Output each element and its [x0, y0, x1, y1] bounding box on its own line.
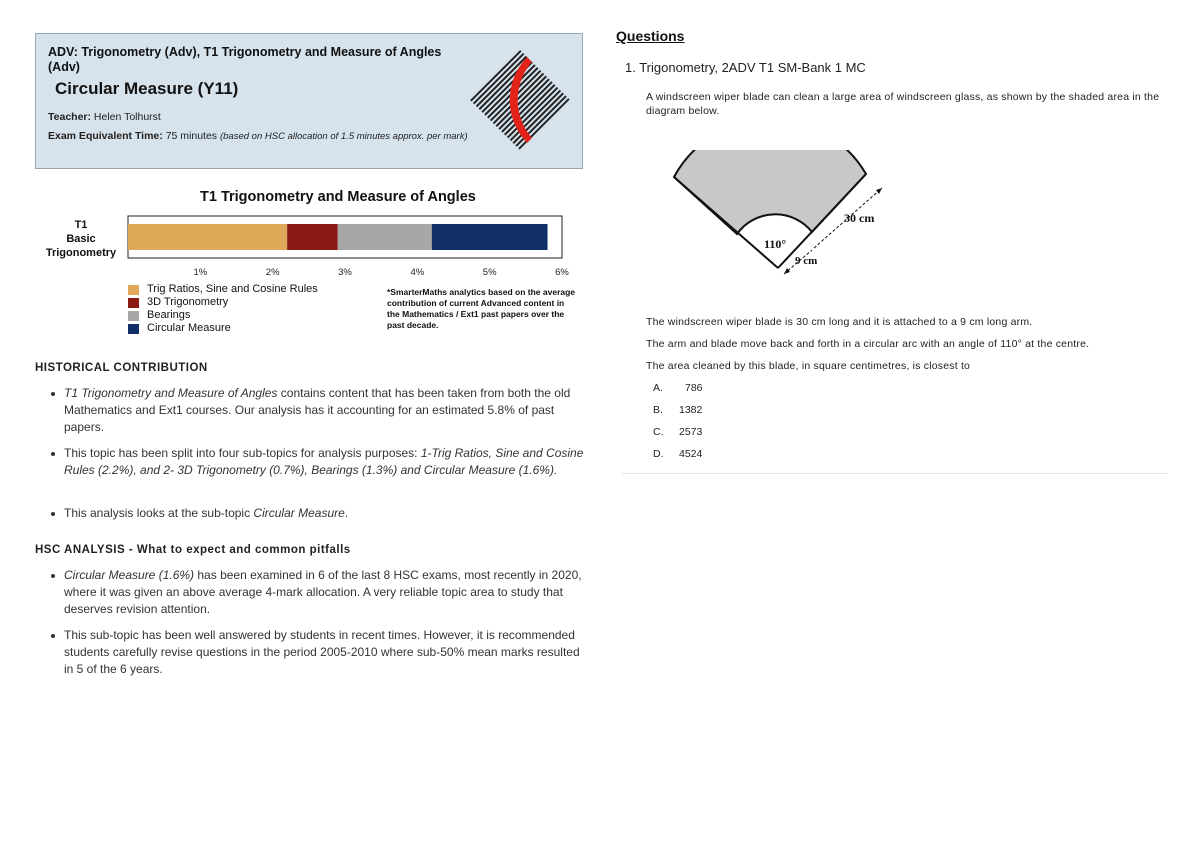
arrow-head [784, 268, 790, 274]
legend-swatch [128, 311, 139, 321]
x-tick-label: 4% [410, 267, 425, 278]
arm-length-label: 9 cm [795, 255, 818, 267]
x-tick-label: 1% [193, 267, 208, 278]
option-letter: A. [653, 382, 663, 394]
option-value: 1382 [679, 404, 703, 416]
option-letter: D. [653, 448, 664, 460]
question-divider [622, 473, 1167, 474]
teacher-name: Helen Tolhurst [93, 111, 161, 123]
question-line-1: The windscreen wiper blade is 30 cm long and it is attached to a 9 cm long arm. [646, 316, 1033, 328]
x-tick-label: 6% [555, 267, 569, 278]
teacher-label: Teacher: [48, 111, 91, 123]
question-line-3: The area cleaned by this blade, in square centimetres, is closest to [646, 360, 971, 372]
exam-time-value: 75 minutes [165, 130, 218, 142]
option-letter: C. [653, 426, 664, 438]
legend-item [128, 309, 318, 322]
option-c[interactable] [653, 426, 702, 438]
chart-category-line: T1 [74, 219, 88, 231]
legend-swatch [128, 324, 139, 334]
blade-length-label: 30 cm [844, 211, 875, 225]
hsc-heading-rest: - What to expect and common pitfalls [125, 544, 351, 556]
exam-time-note: (based on HSC allocation of 1.5 minutes approx. per mark) [219, 131, 468, 142]
bar-segment [287, 224, 338, 250]
chart-footnote: *SmarterMaths analytics based on the average contribution of current Advanced content in the Mathematics / Ext1 past papers over the past decade. [387, 287, 576, 330]
option-b[interactable] [653, 404, 702, 416]
subtopic-name: Circular Measure [253, 506, 345, 520]
page-title: Circular Measure (Y11) [55, 79, 239, 98]
chart-category-line: Trigonometry [45, 247, 117, 259]
topic-name: T1 Trigonometry and Measure of Angles [64, 386, 278, 400]
exam-time-label: Exam Equivalent Time: [48, 130, 163, 142]
legend-label: 3D Trigonometry [147, 296, 229, 308]
chart-title: T1 Trigonometry and Measure of Angles [200, 189, 476, 205]
bar-segment [128, 224, 287, 250]
option-d[interactable] [653, 448, 702, 460]
bullet-text: has been examined in 6 of the last 8 HSC exams, most recently in 2020, where it was given an above average 4-mark allocation. A very reliable topic area to study that deserves revision attention. [64, 568, 582, 616]
hsc-analysis-heading [35, 544, 351, 556]
smartermaths-logo [464, 44, 576, 156]
bullet-text: This topic has been split into four sub-topics for analysis purposes: [64, 446, 421, 460]
option-value: 4524 [679, 448, 703, 460]
legend-item [128, 283, 318, 296]
angle-label: 110° [764, 237, 787, 251]
historical-bullet-1 [64, 385, 586, 436]
legend-swatch [128, 285, 139, 295]
legend-item [128, 322, 318, 335]
bullet-text: contains content that has been taken from both the old Mathematics and Ext1 courses. Our analysis has it accounting for an estimated 5.8% of past papers. [64, 386, 571, 434]
bar-segment [338, 224, 432, 250]
legend-swatch [128, 298, 139, 308]
chart-legend [128, 283, 318, 335]
option-value: 2573 [679, 426, 703, 438]
bullet-text: This analysis looks at the sub-topic [64, 506, 254, 520]
arrow-head [876, 188, 882, 194]
question-line-2: The arm and blade move back and forth in a circular arc with an angle of 110° at the centre. [646, 338, 1090, 350]
teacher-line [48, 111, 161, 123]
hsc-bullet-1 [64, 567, 586, 618]
bar-segment [432, 224, 548, 250]
x-tick-label: 2% [265, 267, 280, 278]
historical-bullet-2 [64, 445, 586, 479]
question-1-title: 1. Trigonometry, 2ADV T1 SM-Bank 1 MC [625, 60, 866, 75]
question-intro: A windscreen wiper blade can clean a large area of windscreen glass, as shown by the shaded area in the diagram below. [646, 91, 1160, 117]
hsc-bullet-2: This sub-topic has been well answered by students in recent times. However, it is recommended students carefully revise questions in the period 2005-2010 where sub-50% mean marks resulted in 5 of the 6 years. [64, 627, 586, 678]
option-a[interactable] [653, 382, 703, 394]
legend-label: Bearings [147, 309, 191, 321]
cleaned-area [674, 150, 866, 234]
chart-category-label [36, 218, 126, 260]
stacked-bar-chart [120, 210, 580, 280]
historical-heading: HISTORICAL CONTRIBUTION [35, 362, 208, 374]
chart-category-line: Basic [66, 233, 96, 245]
option-value: 786 [685, 382, 703, 394]
questions-heading: Questions [616, 28, 685, 44]
hsc-heading-bold: HSC ANALYSIS [35, 544, 126, 556]
option-letter: B. [653, 404, 663, 416]
legend-label: Trig Ratios, Sine and Cosine Rules [147, 283, 318, 295]
x-tick-label: 5% [482, 267, 497, 278]
topic-path: ADV: Trigonometry (Adv), T1 Trigonometry and Measure of Angles (Adv) [48, 45, 442, 74]
legend-item [128, 296, 318, 309]
subtopic-list: 1-Trig Ratios, Sine and Cosine Rules (2.2%), and 2- 3D Trigonometry (0.7%), Bearings (1.3%) and Circular Measure (1.6%). [64, 446, 584, 477]
x-tick-label: 3% [338, 267, 352, 278]
topic-header-box [35, 33, 583, 169]
wiper-sector-diagram [668, 150, 898, 280]
historical-bullet-3 [64, 505, 586, 522]
exam-time-line [48, 129, 478, 144]
bullet-text-end: . [344, 506, 349, 520]
subtopic-name: Circular Measure (1.6%) [64, 568, 195, 582]
legend-label: Circular Measure [147, 322, 231, 334]
